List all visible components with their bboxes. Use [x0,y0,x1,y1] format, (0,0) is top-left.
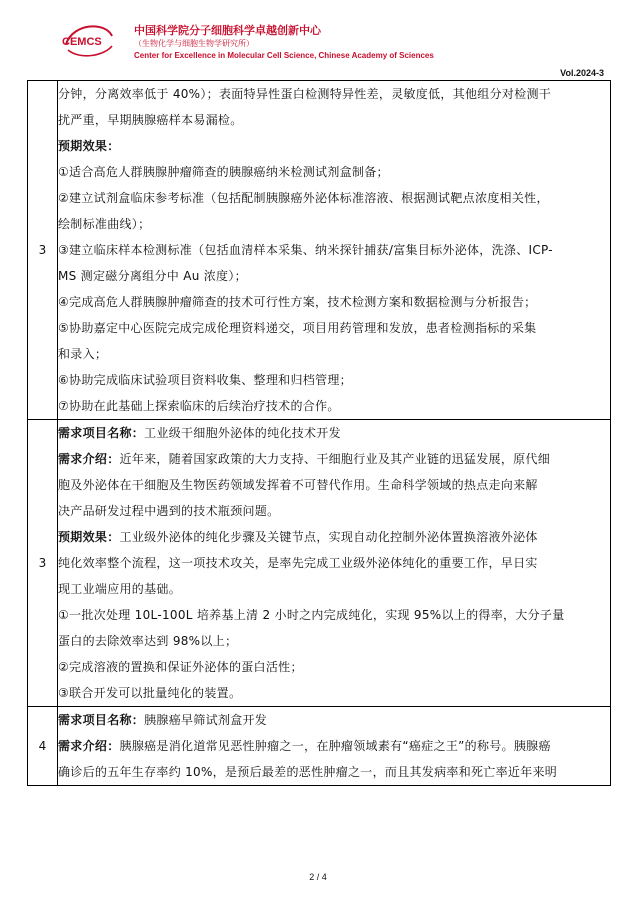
field-text: 现工业端应用的基础。 [58,582,182,596]
field-text: 工业级干细胞外泌体的纯化技术开发 [144,426,341,440]
field-text: 胞及外泌体在干细胞及生物医药领域发挥着不可替代作用。生命科学领域的热点走向来解 [58,478,538,492]
content-line [58,472,610,498]
content-line [58,498,610,524]
content-line [58,393,610,419]
content-line [58,185,610,211]
row-number: 3 [28,420,58,707]
field-label: 需求项目名称： [58,426,145,440]
field-label: 需求介绍： [58,739,120,753]
table-row [28,81,611,420]
content-line [58,446,610,472]
table-row [28,420,611,707]
content-line [58,550,610,576]
logo-text: CEMCS [62,36,102,48]
field-text: ②完成溶液的置换和保证外泌体的蛋白活性； [58,660,303,674]
content-line [58,315,610,341]
field-text: 纯化效率整个流程，这一项技术攻关，是率先完成工业级外泌体纯化的重要工作，早日实 [58,556,538,570]
field-text: 胰腺癌是消化道常见恶性肿瘤之一，在肿瘤领域素有“癌症之王”的称号。胰腺癌 [119,739,551,753]
field-text: MS 测定磁分离组分中 Au 浓度）； [58,269,247,283]
field-text: ③建立临床样本检测标准（包括血清样本采集、纳米探针捕获/富集目标外泌体，洗涤、ICP- [58,243,553,257]
content-line [58,680,610,706]
content-line [58,341,610,367]
field-text: 分钟，分离效率低于 40%）；表面特异性蛋白检测特异性差，灵敏度低，其他组分对检测干 [58,87,552,101]
table-row [28,707,611,786]
content-line [58,707,610,733]
page-number: 2 / 4 [309,872,327,882]
row-content [58,420,611,707]
field-text: ①适合高危人群胰腺肿瘤筛查的胰腺癌纳米检测试剂盒制备； [58,165,389,179]
field-text: ②建立试剂盒临床参考标准（包括配制胰腺癌外泌体标准溶液、根据测试靶点浓度相关性， [58,191,549,205]
content-line [58,576,610,602]
field-text: ⑤协助嘉定中心医院完成完成伦理资料递交，项目用药管理和发放，患者检测指标的采集 [58,321,537,335]
content-line [58,81,610,107]
field-label: 需求介绍： [58,452,120,466]
org-name-cn: 中国科学院分子细胞科学卓越创新中心 [134,24,321,37]
volume-label: Vol.2024-3 [560,68,604,78]
field-text: 绘制标准曲线）； [58,217,151,231]
content-line [58,133,610,159]
field-label: 需求项目名称： [58,713,145,727]
content-line [58,602,610,628]
field-text: 工业级外泌体的纯化步骤及关键节点，实现自动化控制外泌体置换溶液外泌体 [119,530,538,544]
field-text: 胰腺癌早筛试剂盒开发 [144,713,268,727]
field-label: 预期效果： [58,139,120,153]
content-line [58,733,610,759]
field-text: ③联合开发可以批量纯化的装置。 [58,686,242,700]
field-text: 确诊后的五年生存率约 10%，是预后最差的恶性肿瘤之一，而且其发病率和死亡率近年来明 [58,765,558,779]
field-text: ⑦协助在此基础上探索临床的后续治疗技术的合作。 [58,399,340,413]
org-name-block [134,24,434,62]
field-text: ④完成高危人群胰腺肿瘤筛查的技术可行性方案，技术检测方案和数据检测与分析报告； [58,295,537,309]
content-line [58,159,610,185]
content-line [58,420,610,446]
cemcs-logo [60,20,116,60]
content-line [58,107,610,133]
content-line [58,628,610,654]
field-text: ⑥协助完成临床试验项目资料收集、整理和归档管理； [58,373,352,387]
field-text: ①一批次处理 10L-100L 培养基上清 2 小时之内完成纯化，实现 95%以上的得率，大分子量 [58,608,565,622]
requirements-table-body [28,81,611,786]
field-text: 近年来，随着国家政策的大力支持、干细胞行业及其产业链的迅猛发展，原代细 [119,452,551,466]
content-line [58,211,610,237]
content-line [58,524,610,550]
content-line [58,367,610,393]
content-line [58,654,610,680]
field-text: 扰严重，早期胰腺癌样本易漏检。 [58,113,243,127]
row-number: 3 [28,81,58,420]
org-name-cn-sub: （生物化学与细胞生物学研究所） [134,39,254,48]
row-content [58,81,611,420]
field-label: 预期效果： [58,530,120,544]
field-text: 和录入； [58,347,108,361]
field-text: 蛋白的去除效率达到 98%以上； [58,634,238,648]
content-line [58,759,610,785]
org-name-en: Center for Excellence in Molecular Cell Science, Chinese Academy of Sciences [134,51,434,60]
content-line [58,289,610,315]
page-header [60,16,600,76]
content-line [58,263,610,289]
field-text: 决产品研发过程中遇到的技术瓶颈问题。 [58,504,280,518]
row-number: 4 [28,707,58,786]
requirements-table [27,80,611,786]
content-line [58,237,610,263]
row-content [58,707,611,786]
